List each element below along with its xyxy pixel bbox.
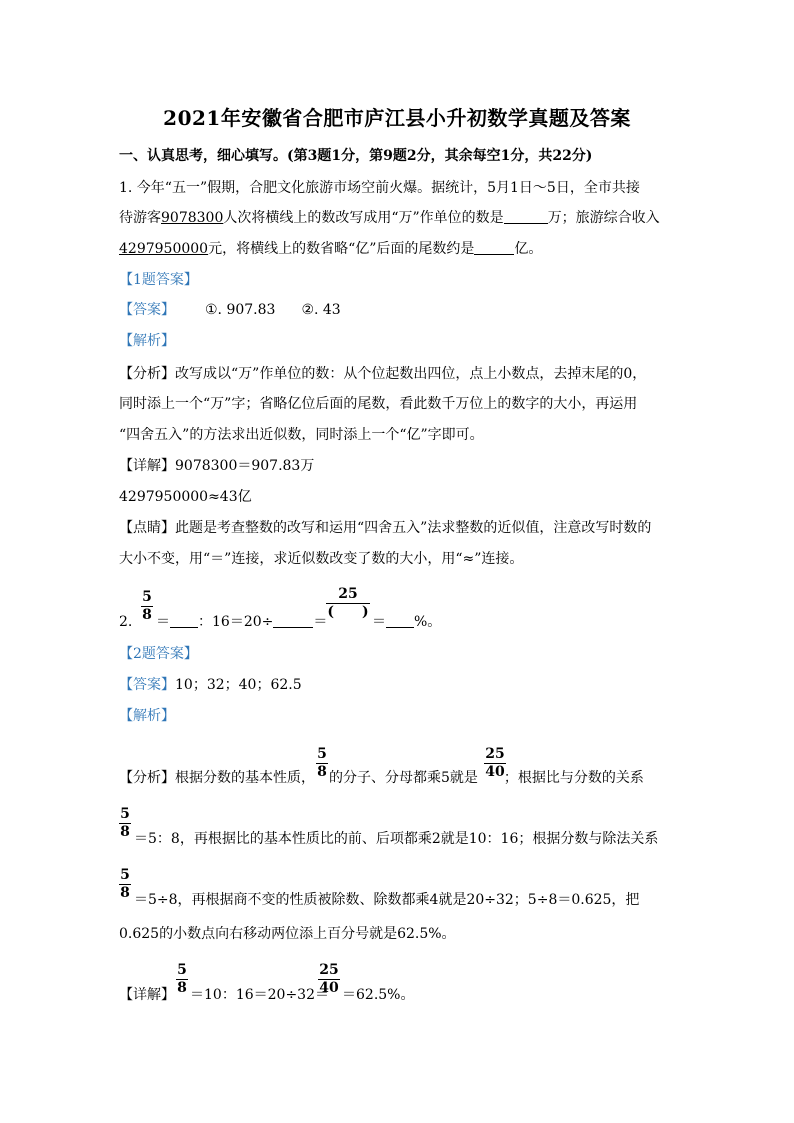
q2-expression [156,612,327,632]
fraction [316,746,328,780]
dianjing-text: 此题是考查整数的改写和运用“四舍五入”法求整数的近似值，注意改写时数的 [175,520,652,536]
q1-answer [119,300,341,320]
answer-value-2: ②. 43 [301,302,341,318]
numerator: 25 [338,586,358,602]
fenxi-text: 的分子、分母都乘5就是 [329,770,478,786]
equals-sign: ＝ [313,614,328,630]
q2-xiangjie-text: ＝10：16＝20÷32＝ [190,987,329,1003]
q1-underlined-number: 4297950000 [119,241,209,257]
q1-fenxi-2: 同时添上一个“万”字；省略亿位后面的尾数，看此数千万位上的数字的大小，再运用 [119,396,638,412]
denominator: 8 [142,607,152,623]
answer-blank[interactable] [273,613,313,628]
answer-blank[interactable] [386,613,414,628]
q2-expression-end [372,612,441,632]
fenxi-label: 【分析】 [119,770,175,786]
fenxi-label: 【分析】 [119,366,175,382]
q1-text: 元，将横线上的数省略“亿”后面的尾数约是 [208,241,475,257]
fraction [318,962,340,996]
q1-fenxi-1 [119,364,646,384]
fenxi-text: 根据分数的基本性质， [175,770,315,786]
denominator: 8 [120,885,130,901]
q1-line-2 [119,208,660,228]
q1-dianjing [119,518,651,538]
equals-sign: ＝ [372,614,386,630]
q1-text: 待游客 [119,210,161,226]
fraction [176,962,188,996]
q1-analysis-label: 【解析】 [119,333,175,349]
q1-dianjing-2: 大小不变，用“＝”连接，求近似数改变了数的大小，用“≈”连接。 [119,551,524,567]
fraction-with-blank [326,586,370,620]
q2-analysis-label: 【解析】 [119,708,175,724]
q2-fenxi-2: ＝5：8，再根据比的基本性质比的前、后项都乘2就是10：16；根据分数与除法关系 [134,831,659,847]
q2-number: 2. [119,614,133,630]
q1-text: 亿。 [514,241,543,257]
q1-underlined-number: 9078300 [161,210,224,226]
answer-label: 【答案】 [119,302,175,318]
numerator: 5 [120,806,130,822]
numerator: 5 [317,746,327,762]
xiangjie-label: 【详解】 [119,458,175,474]
fraction [141,589,153,623]
fraction [484,746,506,780]
q2-fenxi-3: ＝5÷8，再根据商不变的性质被除数、除数都乘4就是20÷32；5÷8＝0.625，把 [134,892,640,908]
q1-xiangjie-2: 4297950000≈43亿 [119,489,252,505]
xiangjie-text: 9078300＝907.83万 [175,458,315,474]
q1-text: 万；旅游综合收入 [547,210,660,226]
page-title: 2021年安徽省合肥市庐江县小升初数学真题及答案 [163,106,631,130]
denominator: 8 [177,980,187,996]
q2-fenxi-1 [119,768,644,788]
denominator: 8 [317,764,327,780]
fenxi-text: ；根据比与分数的关系 [503,770,644,786]
denominator: 40 [485,764,505,780]
q1-text: 人次将横线上的数改写成用“万”作单位的数是 [223,210,504,226]
equals-sign: ＝ [156,614,170,630]
q1-answer-tag: 【1题答案】 [119,272,198,288]
section-heading: 一、认真思考，细心填写。(第3题1分，第9题2分，其余每空1分，共22分) [119,148,593,164]
q2-xiangjie-label: 【详解】 [119,987,175,1003]
q1-xiangjie [119,456,314,476]
numerator: 5 [142,589,152,605]
numerator: 25 [485,746,505,762]
answer-label: 【答案】 [119,677,175,693]
q1-line-3 [119,239,542,259]
denominator: 40 [319,980,339,996]
fraction [119,806,131,840]
denominator-blank[interactable]: ( ) [327,604,369,620]
q2-xiangjie-result: ＝62.5%。 [342,987,415,1003]
fenxi-text: 改写成以“万”作单位的数：从个位起数出四位，点上小数点，去掉末尾的0， [175,366,647,382]
numerator: 5 [120,867,130,883]
q2-answer-tag: 【2题答案】 [119,646,198,662]
q1-fenxi-3: “四舍五入”的方法求出近似数，同时添上一个“亿”字即可。 [119,427,484,443]
percent-text: %。 [414,614,442,630]
numerator: 25 [319,962,339,978]
answer-blank[interactable] [170,613,198,628]
answer-value-1: ①. 907.83 [205,302,276,318]
q2-answer [119,675,302,695]
q1-line-1: 1. 今年“五一”假期，合肥文化旅游市场空前火爆。据统计，5月1日～5日，全市共接 [119,180,640,196]
answer-blank[interactable] [474,240,514,255]
answer-blank[interactable] [504,209,548,224]
dianjing-label: 【点睛】 [119,520,175,536]
fraction [119,867,131,901]
denominator: 8 [120,824,130,840]
q2-fenxi-4: 0.625的小数点向右移动两位添上百分号就是62.5%。 [119,926,456,942]
numerator: 5 [177,962,187,978]
expression-text: ：16＝20÷ [198,614,274,630]
answer-value: 10；32；40；62.5 [175,677,302,693]
